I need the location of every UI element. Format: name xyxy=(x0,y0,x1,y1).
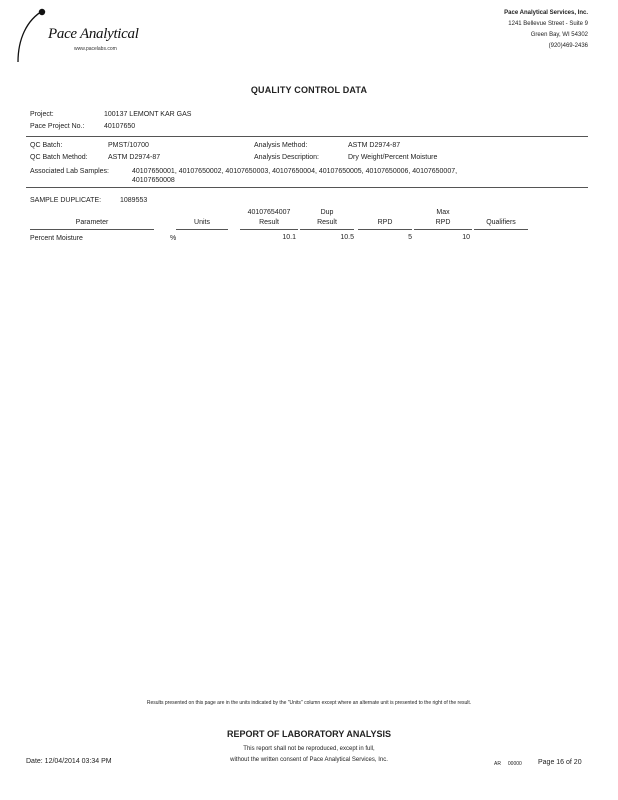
pace-project-value: 40107650 xyxy=(104,123,136,130)
company-logo xyxy=(14,6,144,68)
qc-batch-label: QC Batch: xyxy=(30,142,63,149)
cell-max-rpd: 10 xyxy=(462,234,470,241)
cell-result: 10.1 xyxy=(282,234,296,241)
associated-samples-line1: 40107650001, 40107650002, 40107650003, 40107650004, 40107650005, 40107650006, 40107650007, xyxy=(132,168,458,175)
col-header-rpd: RPD xyxy=(377,219,393,226)
report-disclaimer-line1: This report shall not be reproduced, except in full, xyxy=(243,746,375,752)
company-name: Pace Analytical Services, Inc. xyxy=(504,10,588,16)
company-address-line2: Green Bay, WI 54302 xyxy=(530,32,588,38)
col-header-result: Result xyxy=(259,219,279,226)
header-underline xyxy=(30,229,154,230)
page-title: QUALITY CONTROL DATA xyxy=(250,85,368,95)
ar-code: AR 00000 xyxy=(494,761,522,767)
report-disclaimer-line2: without the written consent of Pace Analytical Services, Inc. xyxy=(230,757,388,763)
col-header-max-rpd: RPD xyxy=(435,219,451,226)
company-address-block xyxy=(504,8,588,52)
pace-project-label: Pace Project No.: xyxy=(30,123,85,130)
logo-url: www.pacelabs.com xyxy=(74,46,117,52)
divider xyxy=(26,187,588,188)
qc-batch-method-label: QC Batch Method: xyxy=(30,154,88,161)
sample-duplicate-id: 1089553 xyxy=(120,197,148,204)
project-value: 100137 LEMONT KAR GAS xyxy=(104,111,192,118)
cell-units: % xyxy=(170,235,177,242)
cell-rpd: 5 xyxy=(408,234,412,241)
project-label: Project: xyxy=(30,111,54,118)
qc-batch-value: PMST/10700 xyxy=(108,142,149,149)
header-underline xyxy=(240,229,298,230)
header-underline xyxy=(414,229,472,230)
results-footnote: Results presented on this page are in the units indicated by the "Units" column except where an alternate unit is presented to the right of the result. xyxy=(146,700,472,706)
divider xyxy=(26,136,588,137)
header-underline xyxy=(358,229,412,230)
header-underline xyxy=(300,229,354,230)
company-phone: (920)469-2436 xyxy=(548,43,588,49)
qc-batch-method-value: ASTM D2974-87 xyxy=(108,154,161,161)
company-address-line1: 1241 Bellevue Street - Suite 9 xyxy=(508,21,588,27)
analysis-description-label: Analysis Description: xyxy=(254,154,319,161)
analysis-method-value: ASTM D2974-87 xyxy=(348,142,401,149)
report-date: Date: 12/04/2014 03:34 PM xyxy=(26,758,112,765)
associated-samples-line2: 40107650008 xyxy=(132,177,175,184)
associated-samples-label: Associated Lab Samples: xyxy=(30,168,109,175)
header-underline xyxy=(474,229,528,230)
analysis-description-value: Dry Weight/Percent Moisture xyxy=(348,154,438,161)
header-underline xyxy=(176,229,228,230)
col-header-max: Max xyxy=(436,209,450,216)
page-number: Page 16 of 20 xyxy=(538,759,582,766)
col-header-dup-result: Result xyxy=(317,219,337,226)
col-header-qualifiers: Qualifiers xyxy=(486,219,516,226)
sample-duplicate-label: SAMPLE DUPLICATE: xyxy=(30,197,102,204)
analysis-method-label: Analysis Method: xyxy=(254,142,308,149)
cell-dup-result: 10.5 xyxy=(340,234,354,241)
col-header-parameter: Parameter xyxy=(75,219,109,226)
col-header-sample-id: 40107654007 xyxy=(247,209,291,216)
logo-wordmark: Pace Analytical xyxy=(48,26,139,42)
col-header-units: Units xyxy=(194,219,210,226)
report-title: REPORT OF LABORATORY ANALYSIS xyxy=(226,729,392,739)
col-header-dup: Dup xyxy=(320,209,334,216)
cell-parameter: Percent Moisture xyxy=(30,235,83,242)
